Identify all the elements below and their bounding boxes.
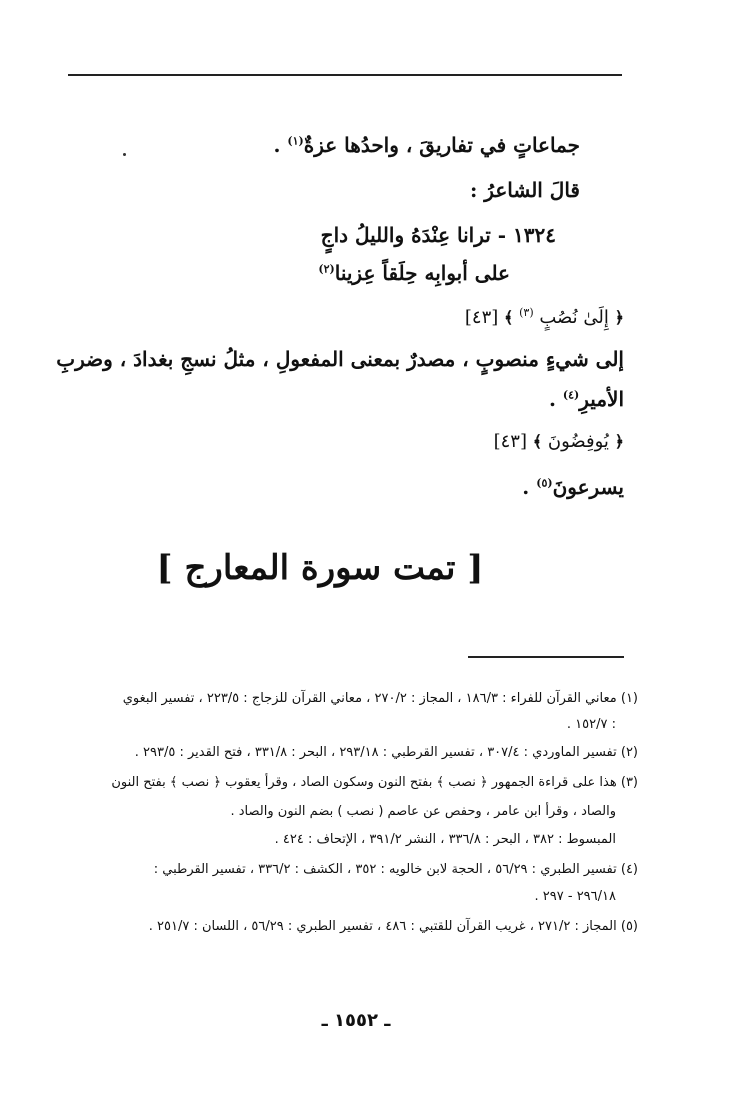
footnote-3-line-2: والصاد ، وقرأ ابن عامر ، وحفص عن عاصم ( نصب ) بضم النون والصاد . [230, 804, 616, 819]
quran-line-2 [494, 428, 624, 456]
footnote-ref-1: (١) [287, 134, 304, 148]
page-number: ـ ١٥٥٢ ـ [321, 1010, 391, 1031]
ornate-bracket-open: ﴿ [614, 308, 624, 327]
quran-line-1 [465, 304, 624, 332]
verse-line-2 [318, 258, 510, 288]
verse-line-1-content: ١٣٢٤ - ترانا عِنْدَهُ والليلُ داجٍ [320, 223, 556, 247]
verse-line-1 [321, 220, 556, 250]
paragraph-line-2-end: . [548, 387, 563, 411]
text-line-last-end: . [522, 475, 537, 499]
text-line-1-content: جماعاتٍ في تفاريقَ ، واحدُها عزةٌ [303, 133, 580, 157]
footnote-1-line-1: (١) معاني القرآن للفراء : ١٨٦/٣ ، المجاز : ٢٧٠/٢ ، معاني القرآن للزجاج : ٢٢٣/٥ ، تفسير البغوي [122, 691, 638, 706]
ornate-bracket-open-2: ﴿ [614, 432, 624, 451]
paragraph-line-2-content: الأميرِ [579, 387, 624, 411]
ornate-bracket-close-2: ﴾ [532, 432, 543, 451]
surah-end-title: [ تمت سورة المعارج ] [156, 548, 484, 588]
verse-number-2: [٤٣] [493, 431, 527, 452]
footnote-4-line-1: (٤) تفسير الطبري : ٥٦/٢٩ ، الحجة لابن خالويه : ٣٥٢ ، الكشف : ٣٣٦/٢ ، تفسير القرطبي : [153, 862, 638, 877]
top-rule [68, 74, 622, 76]
text-line-1-end: . [273, 133, 288, 157]
paragraph-line-1 [56, 344, 624, 374]
text-line-last [522, 472, 624, 502]
ornate-bracket-close: ﴾ [504, 308, 514, 327]
footnote-4-line-2: ٢٩٦/١٨ - ٢٩٧ . [534, 889, 616, 904]
footnote-3-line-3: المبسوط : ٣٨٢ ، البحر : ٣٣٦/٨ ، النشر ٣٩١/٢ ، الإتحاف : ٤٢٤ . [274, 832, 616, 847]
footnote-1-line-2: : ١٥٢/٧ . [566, 717, 616, 732]
footnote-ref-4: (٤) [562, 388, 580, 402]
footnote-5: (٥) المجاز : ٢٧١/٢ ، غريب القرآن للقتبي : ٤٨٦ ، تفسير الطبري : ٥٦/٢٩ ، اللسان : ٢٥١/٧ . [148, 919, 638, 934]
paragraph-line-1-content: إلى شيءٍ منصوبٍ ، مصدرٌ بمعنى المفعولِ ، مثلُ نسجِ بغدادَ ، وضربِ [56, 347, 624, 371]
text-line-1 [273, 130, 580, 160]
verse-number-1: [٤٣] [464, 307, 499, 328]
text-line-last-content: يسرعونَ [552, 475, 624, 499]
footnote-ref-2: (٢) [318, 262, 335, 276]
quran-word-2: يُوفِضُونَ [547, 431, 609, 452]
footnote-3-line-1: (٣) هذا على قراءة الجمهور ﴿ نصب ﴾ بفتح النون وسكون الصاد ، وقرأ يعقوب ﴿ نصب ﴾ بفتح النون [111, 775, 638, 790]
quran-word-1: إِلَىٰ نُصُبٍ [539, 307, 609, 328]
footnote-ref-3: (٣) [519, 306, 534, 319]
footnote-separator [468, 656, 624, 658]
footnote-ref-5: (٥) [536, 476, 553, 490]
paragraph-line-2 [549, 384, 624, 414]
text-line-2 [470, 175, 580, 205]
verse-line-2-content: على أبوابِه حِلَقاً عِزينا [334, 261, 510, 285]
text-line-2-content: قالَ الشاعرُ : [469, 178, 580, 202]
stray-dot [123, 153, 126, 156]
footnote-2: (٢) تفسير الماوردي : ٣٠٧/٤ ، تفسير القرطبي : ٢٩٣/١٨ ، البحر : ٣٣١/٨ ، فتح القدير : ٢٩٣/٥ . [134, 745, 638, 760]
